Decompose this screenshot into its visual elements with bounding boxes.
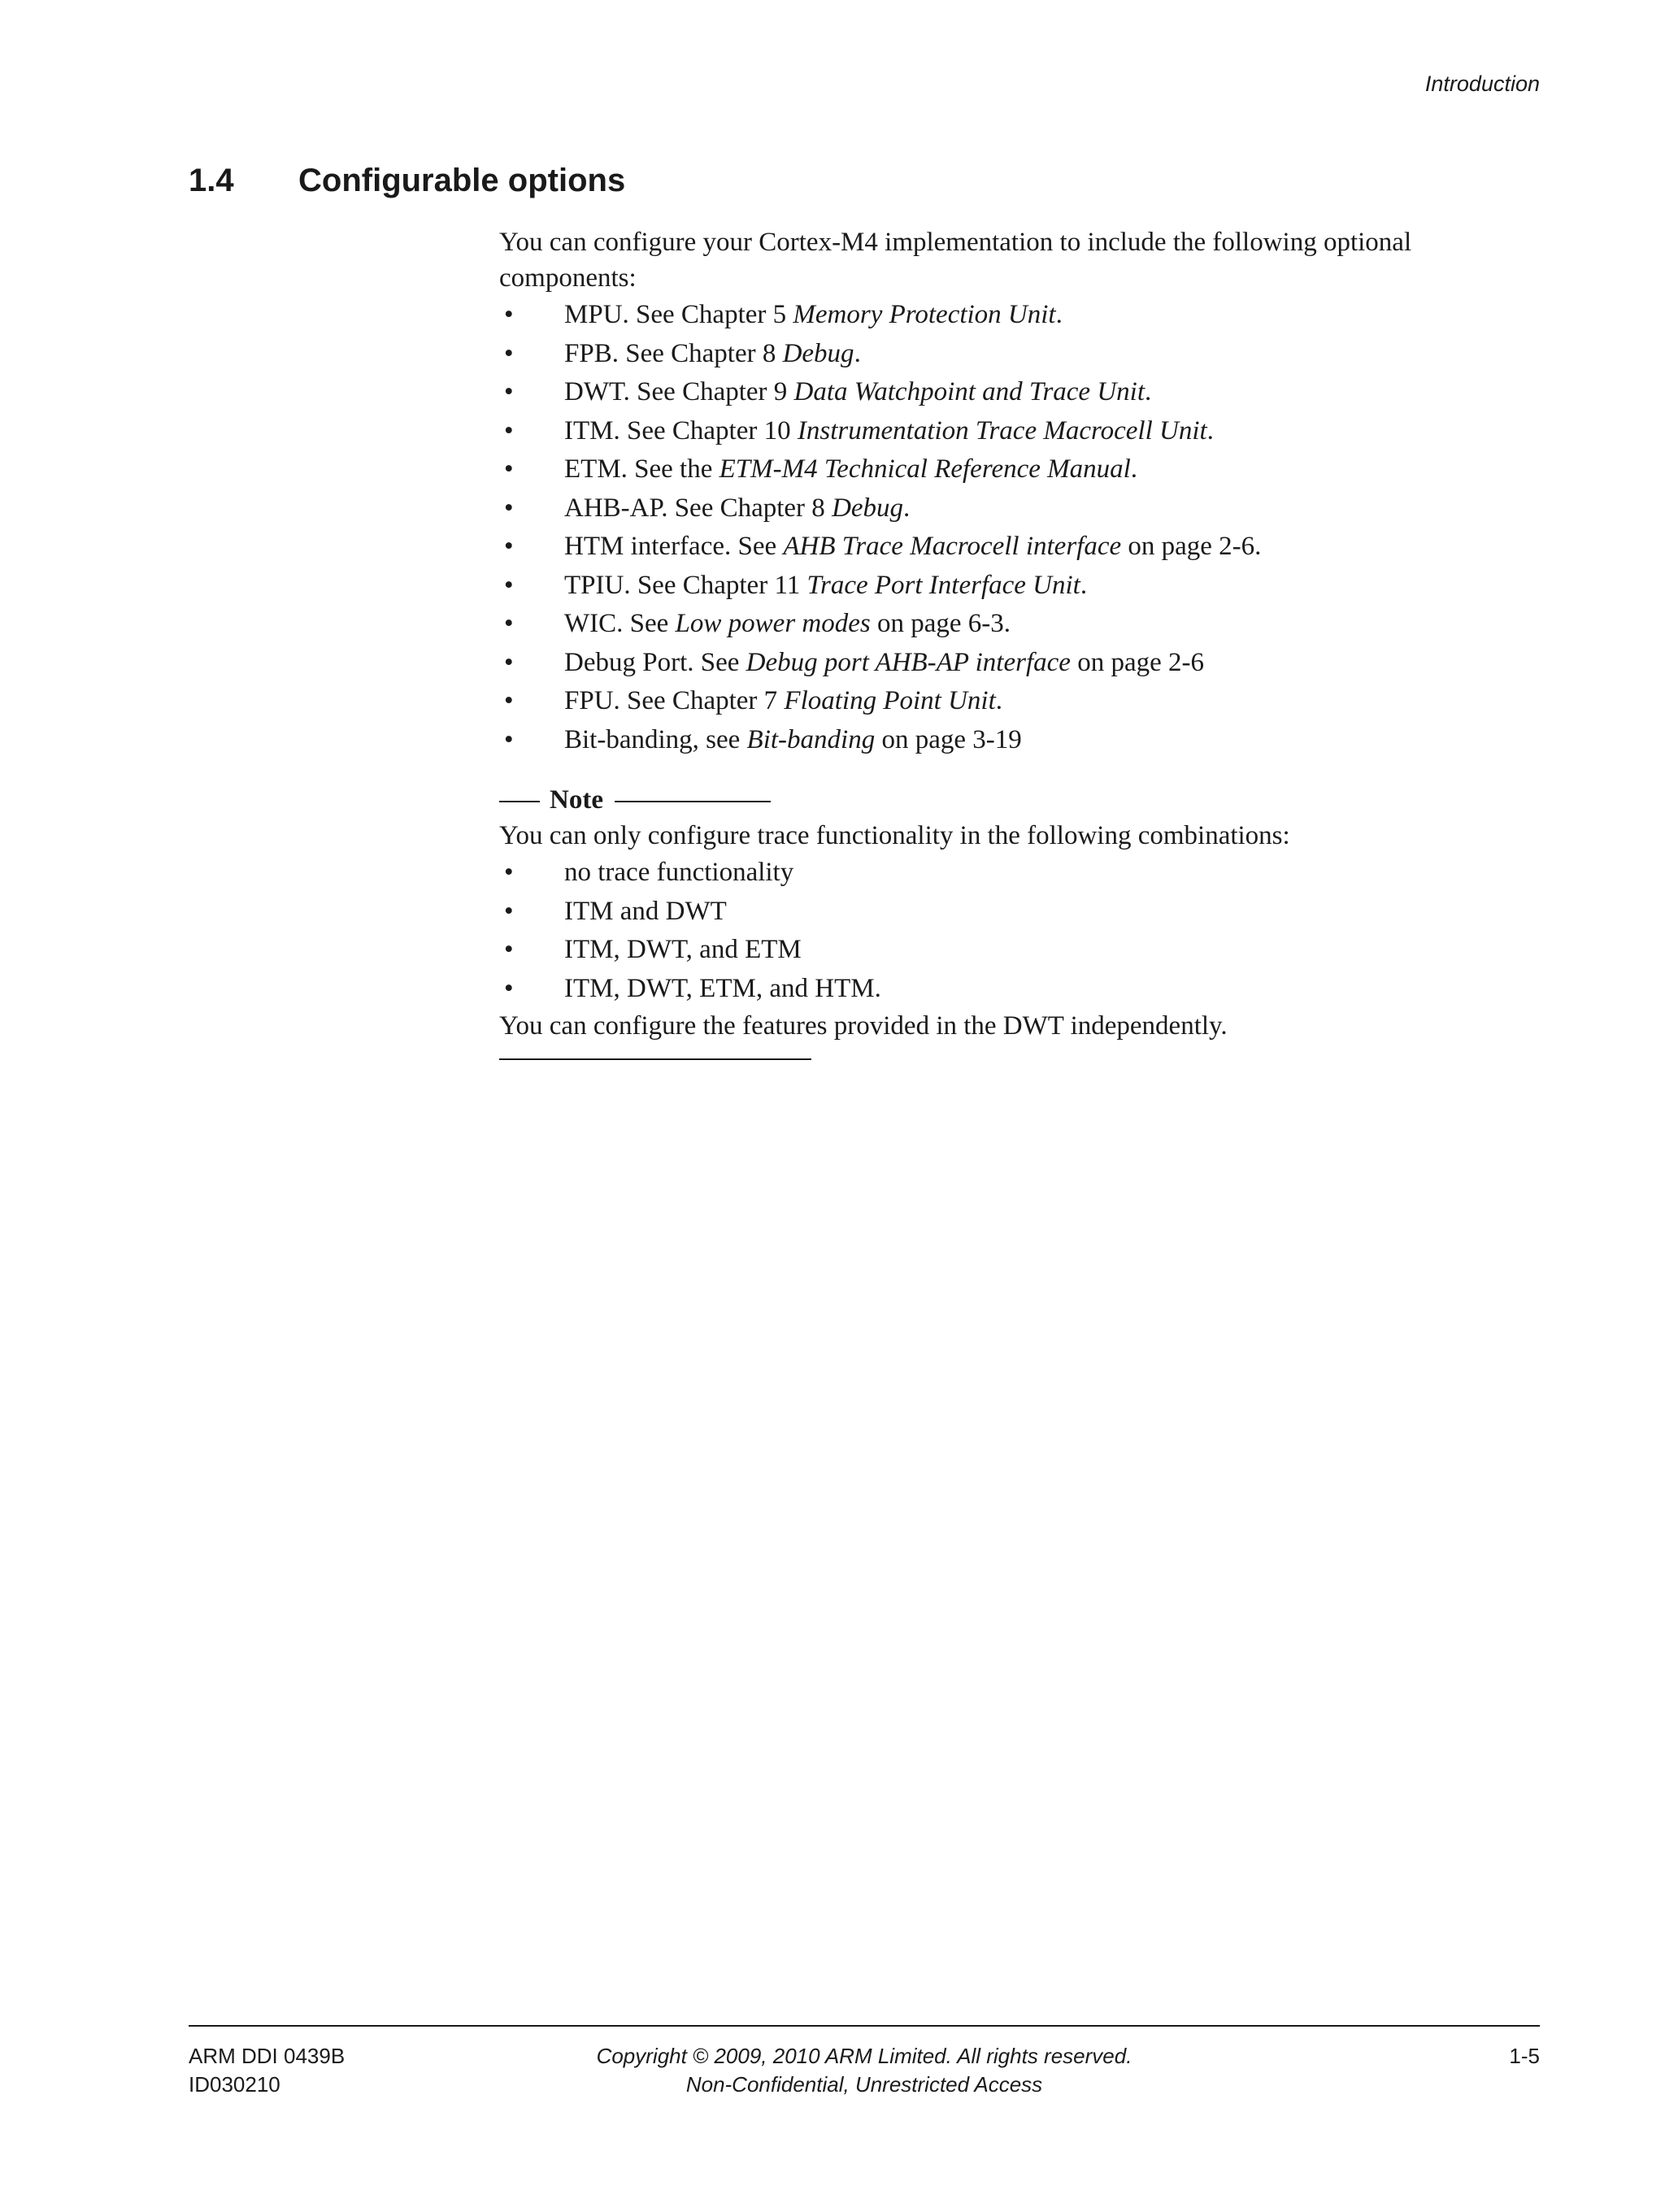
list-item: • FPB. See Chapter 8 Debug. — [499, 335, 1548, 374]
note-list — [499, 854, 1548, 1008]
list-item: • ETM. See the ETM-M4 Technical Reference Manual. — [499, 450, 1548, 489]
bullet-icon: • — [504, 896, 514, 926]
bullet-icon: • — [504, 532, 514, 561]
cross-reference: ETM-M4 Technical Reference Manual — [719, 454, 1131, 484]
list-item: • ITM, DWT, ETM, and HTM. — [499, 970, 1548, 1009]
list-item: • ITM and DWT — [499, 893, 1548, 932]
list-item: • MPU. See Chapter 5 Memory Protection Unit. — [499, 296, 1548, 335]
list-item: • DWT. See Chapter 9 Data Watchpoint and Trace Unit. — [499, 373, 1548, 412]
footer-rule — [189, 2025, 1540, 2027]
cross-reference: Debug port AHB-AP interface — [746, 647, 1071, 677]
section-heading — [189, 163, 625, 199]
bullet-icon: • — [504, 724, 514, 754]
doc-revision: ID030210 — [189, 2072, 280, 2097]
note-rule-left — [499, 801, 540, 802]
running-header: Introduction — [1424, 72, 1540, 96]
cross-reference: Trace Port Interface Unit — [806, 570, 1080, 600]
intro-paragraph: You can configure your Cortex-M4 implementation to include the following optional components: — [499, 228, 1412, 293]
note-label: Note — [550, 785, 603, 815]
access-level: Non-Confidential, Unrestricted Access — [685, 2072, 1043, 2097]
page-number: 1-5 — [1509, 2044, 1540, 2068]
doc-id: ARM DDI 0439B — [189, 2044, 346, 2068]
bullet-icon: • — [504, 493, 514, 523]
list-item: • ITM. See Chapter 10 Instrumentation Trace Macrocell Unit. — [499, 412, 1548, 451]
cross-reference: Low power modes — [675, 609, 871, 638]
cross-reference: AHB Trace Macrocell interface — [783, 532, 1122, 561]
cross-reference: Instrumentation Trace Macrocell Unit — [797, 415, 1207, 445]
cross-reference: Floating Point Unit — [784, 686, 996, 715]
bullet-icon: • — [504, 973, 514, 1003]
cross-reference: Memory Protection Unit — [793, 300, 1056, 329]
cross-reference: Data Watchpoint and Trace Unit — [793, 377, 1145, 406]
list-item: • no trace functionality — [499, 854, 1548, 893]
note-header — [499, 782, 1548, 818]
copyright: Copyright © 2009, 2010 ARM Limited. All rights reserved. — [596, 2044, 1132, 2068]
bullet-icon: • — [504, 300, 514, 329]
list-item: • WIC. See Low power modes on page 6-3. — [499, 605, 1548, 644]
bullet-icon: • — [504, 609, 514, 638]
cross-reference: Bit-banding — [746, 724, 876, 754]
cross-reference: Debug — [782, 338, 854, 368]
cross-reference: Debug — [832, 493, 904, 523]
note-text: You can only configure trace functionality in the following combinations: — [499, 821, 1290, 850]
list-item: • FPU. See Chapter 7 Floating Point Unit. — [499, 682, 1548, 721]
bullet-icon: • — [504, 647, 514, 677]
list-item: • TPIU. See Chapter 11 Trace Port Interface Unit. — [499, 567, 1548, 606]
section-number: 1.4 — [189, 163, 234, 198]
bullet-icon: • — [504, 570, 514, 600]
note-rule-right — [615, 801, 771, 802]
section-title: Configurable options — [298, 163, 626, 198]
list-item: • Debug Port. See Debug port AHB-AP interface on page 2-6 — [499, 644, 1548, 683]
bullet-icon: • — [504, 858, 514, 887]
note-block — [499, 782, 1548, 1060]
bullet-icon: • — [504, 377, 514, 406]
bullet-icon: • — [504, 454, 514, 484]
list-item: • HTM interface. See AHB Trace Macrocell interface on page 2-6. — [499, 528, 1548, 567]
list-item: • ITM, DWT, and ETM — [499, 931, 1548, 970]
bullet-icon: • — [504, 935, 514, 964]
bullet-icon: • — [504, 415, 514, 445]
bullet-icon: • — [504, 338, 514, 368]
note-final-text: You can configure the features provided in the DWT independently. — [499, 1011, 1228, 1041]
footer-center — [189, 2042, 1540, 2099]
note-end-rule — [499, 1058, 811, 1060]
section-body — [499, 224, 1548, 1060]
list-item: • Bit-banding, see Bit-banding on page 3-19 — [499, 721, 1548, 760]
list-item: • AHB-AP. See Chapter 8 Debug. — [499, 489, 1548, 528]
component-list — [499, 296, 1548, 759]
bullet-icon: • — [504, 686, 514, 715]
